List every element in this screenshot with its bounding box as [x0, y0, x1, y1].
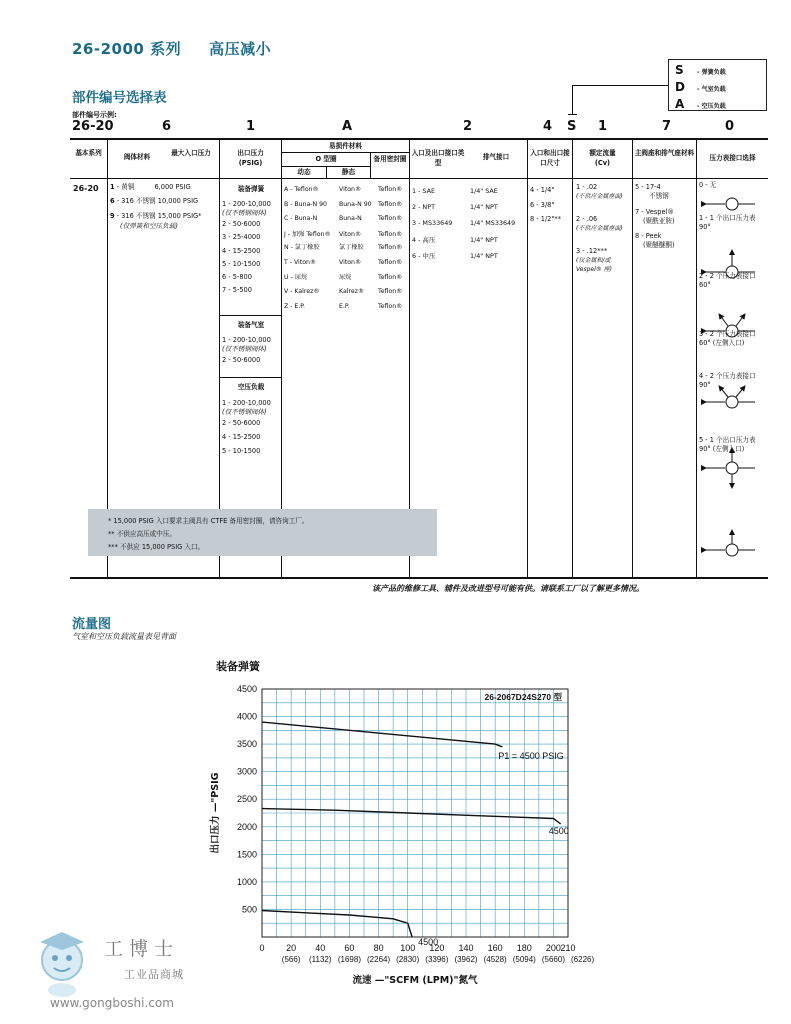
- y-tick-label: 500: [241, 904, 257, 915]
- x-tick-label: 140: [458, 943, 474, 953]
- chart-heading: 装备弹簧: [216, 660, 260, 673]
- hdr-seat: 主阀座和排气座材料: [634, 149, 695, 157]
- y-tick-label: 2000: [236, 821, 257, 832]
- size-list: 4 - 1/4" 6 - 3/8" 8 - 1/2"**: [530, 186, 562, 223]
- table-top-rule: [70, 138, 768, 140]
- y-tick-label: 4500: [236, 684, 257, 694]
- hdr-port-type: 入口及出口接口类型: [411, 149, 465, 167]
- gauge-opt-2: 2 - 2 个压力表接口 60°: [699, 272, 756, 289]
- hdr-size: 入口和出口接口尺寸: [530, 149, 570, 167]
- y-tick-label: 1000: [236, 876, 257, 887]
- flow-chart: [190, 675, 600, 990]
- gauge-diagram-2: [706, 314, 755, 337]
- legend-connector: [572, 85, 668, 86]
- note-2: ** 不供应高压或中压。: [108, 529, 177, 538]
- series-title: 26-2000 系列: [72, 40, 182, 58]
- product-title: 高压减小: [209, 40, 272, 58]
- logo-url: www.gongboshi.com: [50, 996, 174, 1010]
- gauge-diagram-3: [706, 386, 755, 408]
- table-header-rule: [70, 178, 768, 179]
- x-axis-label: 流速 —"SCFM (LPM)"氮气: [352, 975, 478, 986]
- x-tick-lpm-label: (5094): [512, 955, 536, 964]
- x-tick-label: 160: [487, 943, 503, 953]
- x-tick-lpm-label: (4528): [483, 955, 507, 964]
- x-tick-lpm-label: (3396): [425, 955, 449, 964]
- hdr-backup: 备用密封圈: [373, 155, 407, 163]
- hdr-static: 静态: [341, 168, 356, 176]
- x-tick-label: 60: [344, 943, 355, 953]
- gauge-diagram-1: [706, 250, 755, 278]
- gauge-opt-0: 0 - 无: [699, 181, 717, 189]
- x-tick-lpm-label: (2264): [367, 955, 391, 964]
- y-tick-label: 3500: [236, 739, 257, 750]
- mascot-logo: [30, 920, 100, 1000]
- gauge-diagram-5: [706, 530, 755, 556]
- x-tick-lpm-label: (566): [281, 955, 301, 964]
- x-tick-label: 120: [429, 943, 445, 953]
- note-1: * 15,000 PSIG 入口要求主阀具有 CTFE 备用密封圈，请咨询工厂。: [108, 517, 309, 525]
- gauge-opt-1: 1 - 1 个出口压力表 90°: [699, 214, 756, 231]
- seal-list: A - Teflon® Viton® Teflon® B - Buna-N 90 Buna-N 90 Teflon® C - Buna-N Buna-N Teflon® J - 加强 Teflon® Viton® Teflon® N - 氯丁橡胶 氯丁橡胶 Teflon® T - Viton® Viton® Teflon® U - 尿烷 尿烷 Teflon® V - Kalrez® Kalrez® Teflon® Z - E.P. E.P. Teflon®: [284, 186, 403, 310]
- x-tick-label: 200: [545, 943, 561, 953]
- code-cv: 1: [598, 119, 608, 134]
- x-tick-label: 40: [315, 943, 326, 953]
- hdr-o-ring: O 型圈: [315, 155, 337, 163]
- hdr-dynamic: 动态: [297, 168, 311, 176]
- series-line-2: [262, 911, 412, 938]
- gauge-diagram-0: [706, 198, 755, 210]
- x-tick-label: 0: [259, 943, 265, 953]
- page-title: [72, 38, 299, 59]
- gauge-opt-5: 5 - 1 个出口压力表 90° (左侧入口): [699, 436, 756, 453]
- col-divider: [572, 140, 573, 578]
- flow-subtitle: 气室和空压负载流量表见背面: [72, 632, 176, 641]
- hdr-seal: 易损件材料: [329, 142, 362, 150]
- logo-tagline: 工业品商城: [124, 968, 184, 981]
- gauge-opt-3: 3 - 2 个压力表接口 60° (左侧入口): [699, 330, 756, 347]
- x-tick-label: 20: [286, 943, 297, 953]
- x-tick-label: 100: [400, 943, 416, 953]
- footer-note: 该产品的维修工具、辅件及改进型号可能有供。请联系工厂以了解更多情况。: [372, 584, 644, 593]
- y-tick-label: 1500: [236, 849, 257, 860]
- seat-list: 5 - 17-4 不锈钢 7 - Vespel® (聚酰亚胺) 8 - Peek (聚醚醚酮): [635, 183, 675, 250]
- code-outlet: 1: [246, 119, 256, 134]
- hdr-outlet-pressure: 出口压力 (PSIG): [237, 149, 264, 167]
- legend-connector-v: [572, 85, 573, 115]
- col-divider: [632, 140, 633, 578]
- outlet-dome-list: 装备气室 1 - 200-10,000 (仅不锈钢阀体) 2 - 50-6000: [222, 321, 271, 364]
- flow-title: 流量图: [72, 617, 112, 632]
- legend-connector-t: [568, 114, 577, 115]
- x-tick-lpm-label: (5660): [541, 955, 565, 964]
- outlet-spring-list: 装备弹簧 1 - 200-10,000 (仅不锈钢阀体) 2 - 50-6000 3 - 25-4000 4 - 15-2500 5 - 10-1500 6 - 5-800 7 - 5-500: [222, 185, 271, 295]
- y-tick-label: 4000: [236, 711, 257, 722]
- legend-s: S - 弹簧负载: [675, 63, 726, 77]
- legend-d: D - 气室负载: [675, 80, 726, 94]
- chart-model-title: 26-2067D24S270 型: [484, 692, 562, 702]
- table-bottom-rule: [70, 577, 768, 579]
- code-seal: A: [342, 119, 353, 134]
- load-legend: [668, 59, 767, 111]
- logo-name: 工博士: [104, 938, 180, 960]
- series-label-0: P1 = 4500 PSIG: [498, 750, 564, 761]
- base-value: 26-20: [73, 184, 99, 193]
- outlet-rule: [220, 315, 281, 316]
- hdr-base: 基本系列: [75, 149, 102, 157]
- hdr-max-pressure: 最大入口压力: [171, 149, 211, 157]
- seal-sub-rule: [282, 152, 409, 153]
- gauge-opt-4: 4 - 2 个压力表接口 90°: [699, 372, 756, 389]
- example-label: 部件编号示例:: [72, 111, 117, 119]
- series-line-0: [262, 722, 502, 747]
- x-tick-label: 210: [560, 943, 576, 953]
- ports-list: 1 - SAE 1/4" SAE 2 - NPT 1/4" NPT 3 - MS33649 1/4" MS33649 4 - 高压 1/4" NPT 6 - 中压 1/4" NPT: [412, 187, 516, 260]
- gauge-diagrams: [697, 190, 767, 575]
- hdr-exhaust: 排气接口: [482, 153, 510, 161]
- section-title: 部件编号选择表: [72, 90, 167, 106]
- notes-box: [88, 509, 437, 556]
- x-tick-label: 180: [516, 943, 532, 953]
- series-line-1: [262, 809, 561, 824]
- y-tick-label: 3000: [236, 766, 257, 777]
- cv-list: 1 - .02 (不供应金属座面) 2 - .06 (不供应金属座面) 3 - .12*** (仅金属和/或 Vespel® 座): [576, 183, 623, 273]
- gauge-diagram-4: [706, 448, 755, 488]
- x-tick-lpm-label: (2830): [396, 955, 420, 964]
- series-label-2: 4500: [418, 937, 439, 947]
- code-load: S: [567, 119, 577, 134]
- code-body: 6: [162, 119, 172, 134]
- outlet-rule: [220, 377, 281, 378]
- code-seat: 7: [662, 119, 672, 134]
- series-label-1: 4500: [548, 826, 569, 837]
- hdr-body-material: 阀体材料: [123, 153, 151, 161]
- x-tick-lpm-label: (3962): [454, 955, 478, 964]
- note-3: *** 不供应 15,000 PSIG 入口。: [108, 542, 205, 551]
- x-tick-lpm-label: (1698): [337, 955, 361, 964]
- body-list: 1 - 黄铜 6,000 PSIG 6 - 316 不锈钢 10,000 PSIG 9 - 316 不锈钢 15,000 PSIG* (仅弹簧和空压负载): [110, 183, 202, 230]
- code-size: 4: [543, 119, 553, 134]
- legend-a: A - 空压负载: [675, 97, 726, 111]
- outlet-air-list: 空压负载 1 - 200-10,000 (仅不锈钢阀体) 2 - 50-6000 4 - 15-2500 5 - 10-1500: [222, 383, 271, 455]
- x-tick-lpm-label: (6226): [571, 955, 595, 964]
- col-divider: [527, 140, 528, 578]
- y-tick-label: 2500: [236, 794, 257, 805]
- hdr-gauge: 压力表接口选择: [709, 154, 756, 162]
- code-base: 26-20: [72, 119, 114, 134]
- x-tick-label: 80: [373, 943, 384, 953]
- code-port: 2: [463, 119, 473, 134]
- hdr-cv: 额定流量 (Cv): [589, 149, 616, 167]
- code-gauge: 0: [725, 119, 735, 134]
- chart-labels: [209, 684, 594, 986]
- y-axis-label: 出口压力 —"PSIG: [210, 772, 221, 854]
- x-tick-lpm-label: (1132): [309, 955, 332, 964]
